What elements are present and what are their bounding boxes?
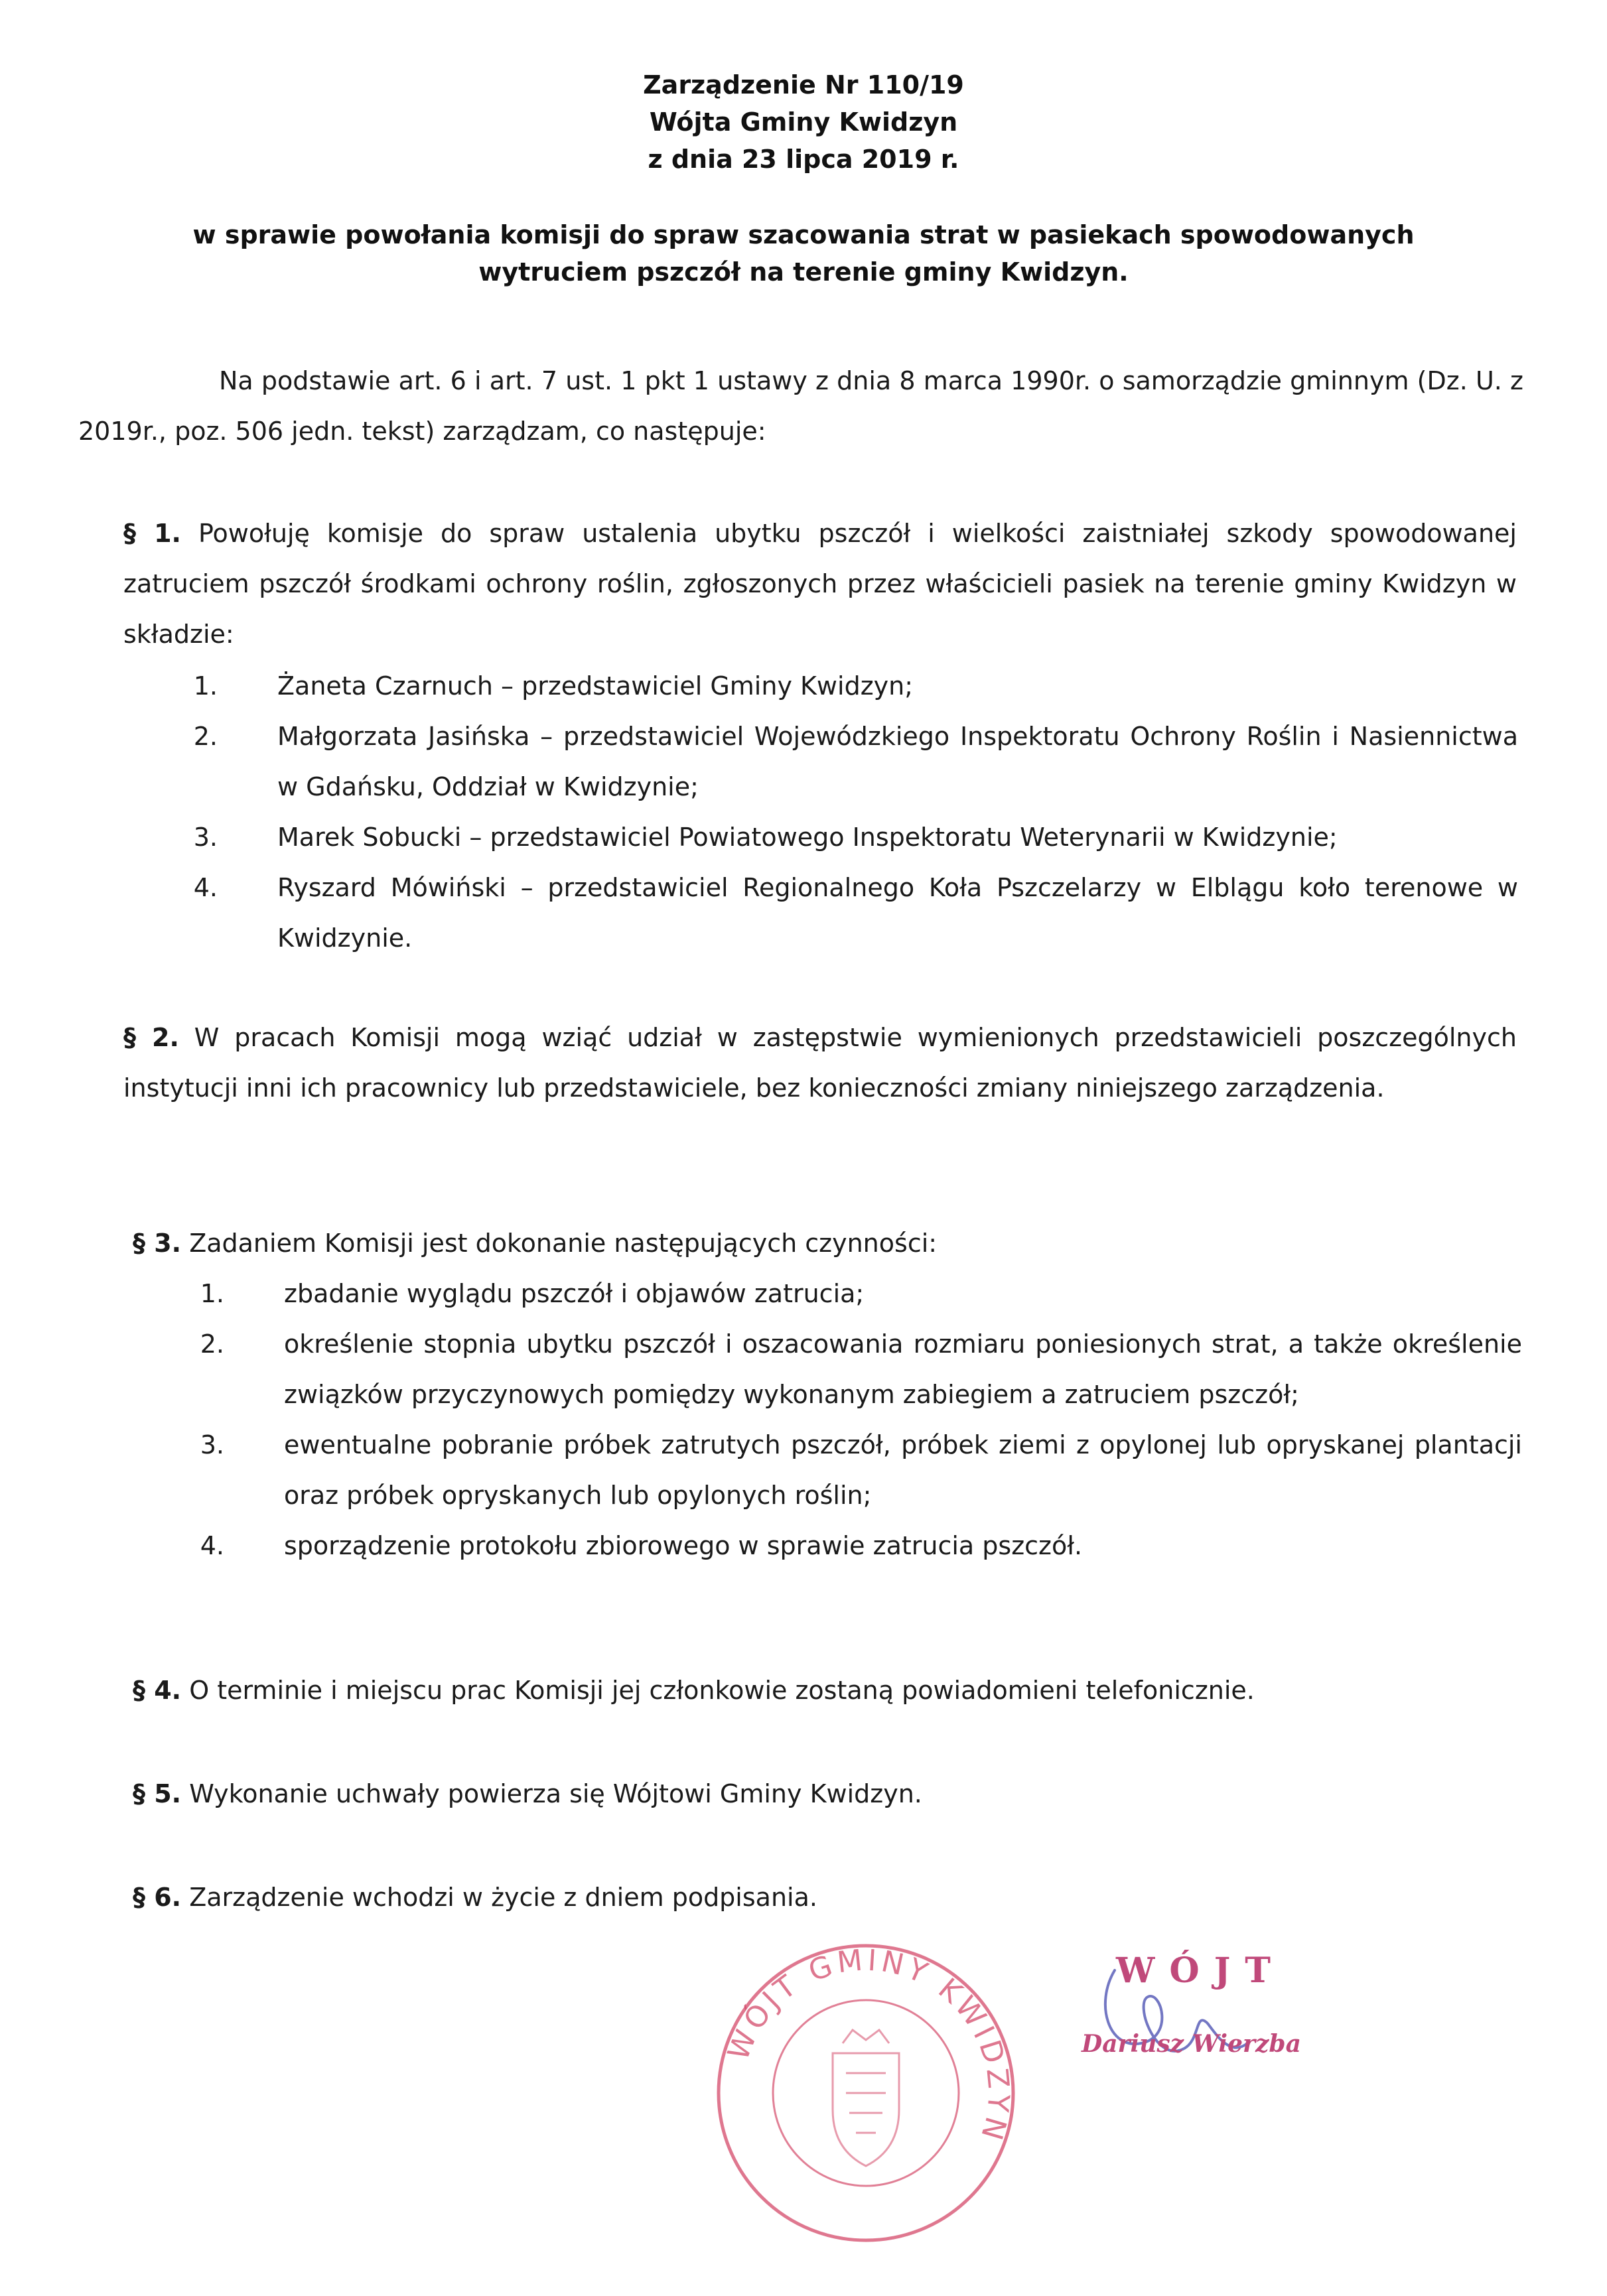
list-item-number: 2. bbox=[193, 722, 218, 751]
section-1-text: Powołuję komisje do spraw ustalenia ubytku pszczół i wielkości zaistniałej szkody spowodowanej zatruciem pszczół środkami ochrony roślin, zgłoszonych przez właścicieli pasiek na terenie gminy Kwidzyn w składzie: bbox=[123, 519, 1517, 649]
document-issuer: Wójta Gminy Kwidzyn bbox=[649, 107, 958, 137]
list-item-number: 3. bbox=[193, 823, 218, 852]
section-4-text: O terminie i miejscu prac Komisji jej członkowie zostaną powiadomieni telefonicznie. bbox=[189, 1676, 1255, 1705]
svg-text:WÓJT GMINY KWIDZYN bbox=[721, 1943, 1016, 2147]
document-subject bbox=[0, 216, 1607, 291]
list-item-text: Żaneta Czarnuch – przedstawiciel Gminy Kwidzyn; bbox=[277, 671, 914, 701]
section-2-text: W pracach Komisji mogą wziąć udział w zastępstwie wymienionych przedstawicieli poszczególnych instytucji inni ich pracownicy lub przedstawiciele, bez konieczności zmiany niniejszego zarządzenia. bbox=[123, 1023, 1517, 1103]
list-item bbox=[184, 1319, 1522, 1420]
list-item-number: 4. bbox=[200, 1531, 224, 1560]
list-item-text: Ryszard Mówiński – przedstawiciel Regionalnego Koła Pszczelarzy w Elblągu koło terenowe w Kwidzynie. bbox=[277, 873, 1518, 953]
section-2-mark: § 2. bbox=[123, 1023, 179, 1052]
commission-members-list bbox=[178, 661, 1518, 963]
section-1 bbox=[123, 508, 1517, 659]
list-item-text: zbadanie wyglądu pszczół i objawów zatrucia; bbox=[284, 1279, 865, 1308]
section-5 bbox=[133, 1769, 1517, 1819]
signature-name: Dariusz Wierzba bbox=[1082, 2030, 1301, 2058]
subject-line-1: w sprawie powołania komisji do spraw szacowania strat w pasiekach spowodowanych bbox=[192, 220, 1415, 249]
list-item bbox=[178, 812, 1518, 862]
subject-line-2: wytruciem pszczół na terenie gminy Kwidzyn. bbox=[478, 257, 1129, 287]
list-item-number: 1. bbox=[200, 1279, 224, 1308]
list-item-text: ewentualne pobranie próbek zatrutych pszczół, próbek ziemi z opylonej lub opryskanej plantacji oraz próbek opryskanych lub opylonych roślin; bbox=[284, 1430, 1522, 1510]
section-5-mark: § 5. bbox=[133, 1779, 182, 1808]
list-item-number: 3. bbox=[200, 1430, 224, 1459]
list-item-text: określenie stopnia ubytku pszczół i oszacowania rozmiaru poniesionych strat, a także określenie związków przyczynowych pomiędzy wykonanym zabiegiem a zatruciem pszczół; bbox=[284, 1329, 1522, 1409]
list-item-number: 1. bbox=[193, 671, 218, 701]
list-item bbox=[178, 711, 1518, 812]
list-item-text: Marek Sobucki – przedstawiciel Powiatowego Inspektoratu Weterynarii w Kwidzynie; bbox=[277, 823, 1338, 852]
section-2 bbox=[123, 1012, 1517, 1113]
commission-tasks-list bbox=[184, 1268, 1522, 1571]
list-item-number: 4. bbox=[193, 873, 218, 902]
section-3-text: Zadaniem Komisji jest dokonanie następujących czynności: bbox=[189, 1229, 938, 1258]
document-date: z dnia 23 lipca 2019 r. bbox=[648, 145, 959, 174]
list-item-text: Małgorzata Jasińska – przedstawiciel Wojewódzkiego Inspektoratu Ochrony Roślin i Nasiennictwa w Gdańsku, Oddział w Kwidzynie; bbox=[277, 722, 1518, 801]
section-4-mark: § 4. bbox=[133, 1676, 182, 1705]
section-3-mark: § 3. bbox=[133, 1229, 182, 1258]
section-5-text: Wykonanie uchwały powierza się Wójtowi Gminy Kwidzyn. bbox=[189, 1779, 922, 1808]
section-6 bbox=[133, 1872, 1517, 1923]
list-item bbox=[178, 661, 1518, 711]
official-stamp bbox=[710, 1937, 1022, 2249]
section-3 bbox=[133, 1218, 1517, 1268]
stamp-emblem bbox=[833, 2030, 899, 2166]
list-item bbox=[178, 862, 1518, 963]
list-item bbox=[184, 1268, 1522, 1319]
signature-block bbox=[1068, 1944, 1347, 2096]
list-item bbox=[184, 1520, 1522, 1571]
section-6-mark: § 6. bbox=[133, 1883, 182, 1912]
document-title: Zarządzenie Nr 110/19 bbox=[643, 70, 964, 100]
section-6-text: Zarządzenie wchodzi w życie z dniem podpisania. bbox=[189, 1883, 817, 1912]
signature-title: WÓJT bbox=[1116, 1950, 1285, 1991]
list-item-number: 2. bbox=[200, 1329, 224, 1359]
section-1-mark: § 1. bbox=[123, 519, 181, 548]
list-item-text: sporządzenie protokołu zbiorowego w sprawie zatrucia pszczół. bbox=[284, 1531, 1083, 1560]
legal-basis-paragraph: Na podstawie art. 6 i art. 7 ust. 1 pkt 1 ustawy z dnia 8 marca 1990r. o samorządzie gminnym (Dz. U. z 2019r., poz. 506 jedn. tekst) zarządzam, co następuje: bbox=[78, 366, 1523, 446]
section-4 bbox=[133, 1665, 1517, 1716]
stamp-text: WÓJT GMINY KWIDZYN bbox=[721, 1942, 1016, 2147]
list-item bbox=[184, 1420, 1522, 1520]
document-header bbox=[0, 66, 1607, 178]
